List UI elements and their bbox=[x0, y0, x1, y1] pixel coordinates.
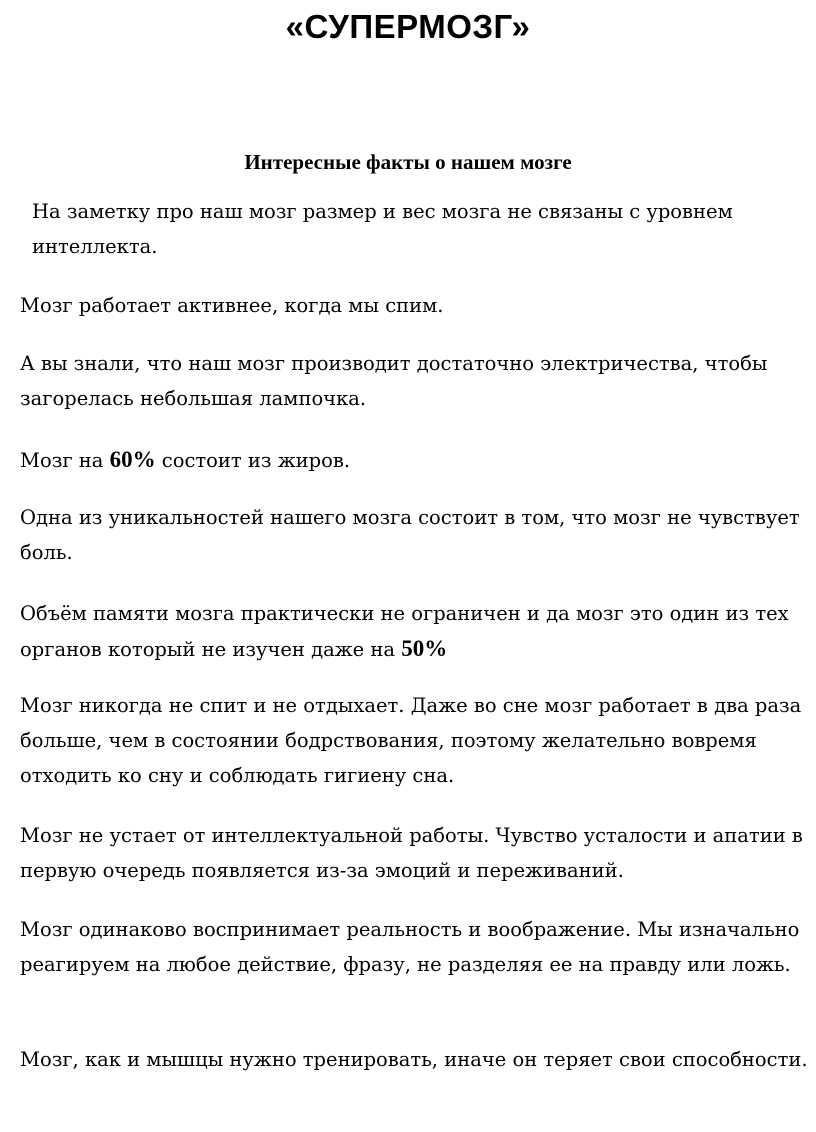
fact-text: Мозг на bbox=[20, 449, 110, 472]
fact-paragraph-10: Мозг, как и мышцы нужно тренировать, иначе он теряет свои способности. bbox=[20, 1048, 808, 1071]
fact-paragraph-1: На заметку про наш мозг размер и вес мозга не связаны с уровнем интеллекта. bbox=[32, 200, 733, 258]
fact-paragraph-4 bbox=[20, 442, 810, 478]
fact-paragraph-7: Мозг никогда не спит и не отдыхает. Даже во сне мозг работает в два раза больше, чем в состоянии бодрствования, поэтому желательно вовремя отходить ко сну и соблюдать гигиену сна. bbox=[20, 694, 802, 787]
percent-highlight: 50% bbox=[401, 636, 448, 661]
fact-paragraph-3: А вы знали, что наш мозг производит достаточно электричества, чтобы загорелась небольшая лампочка. bbox=[20, 352, 768, 410]
fact-paragraph-9: Мозг одинаково воспринимает реальность и воображение. Мы изначально реагируем на любое действие, фразу, не разделяя ее на правду или ложь. bbox=[20, 918, 800, 976]
fact-paragraph-5: Одна из уникальностей нашего мозга состоит в том, что мозг не чувствует боль. bbox=[20, 506, 800, 564]
fact-paragraph-6 bbox=[20, 596, 810, 667]
page-title: «СУПЕРМОЗГ» bbox=[285, 8, 531, 45]
fact-text: Объём памяти мозга практически не ограничен и да мозг это один из тех органов который не изучен даже на bbox=[20, 602, 789, 661]
section-subtitle: Интересные факты о нашем мозге bbox=[244, 150, 572, 174]
percent-highlight: 60% bbox=[109, 447, 156, 472]
fact-paragraph-8: Мозг не устает от интеллектуальной работы. Чувство усталости и апатии в первую очередь появляется из-за эмоций и переживаний. bbox=[20, 824, 803, 882]
fact-text: состоит из жиров. bbox=[155, 449, 351, 472]
fact-paragraph-2: Мозг работает активнее, когда мы спим. bbox=[20, 294, 444, 317]
